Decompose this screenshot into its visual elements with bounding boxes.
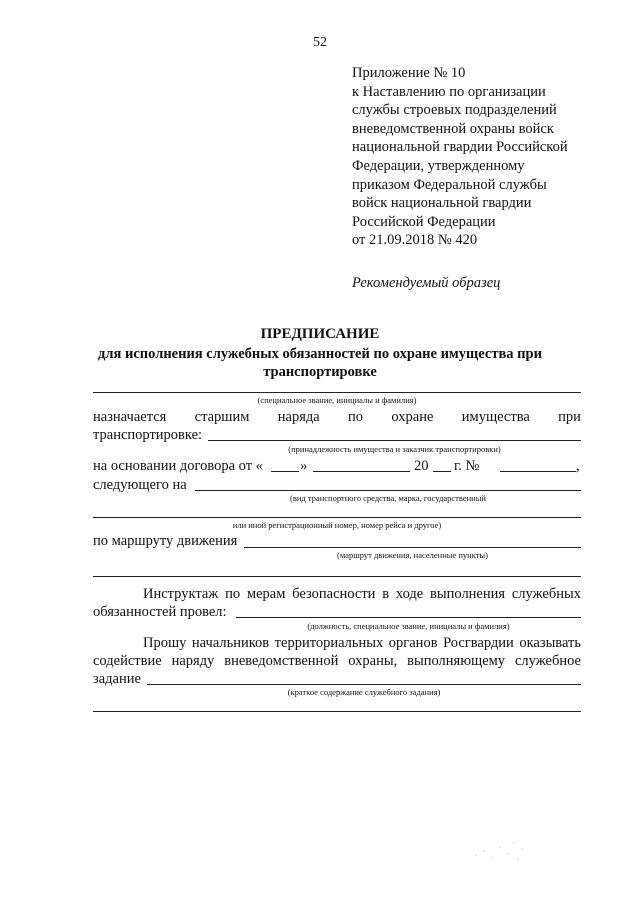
word: национальной bbox=[352, 139, 440, 156]
rank-name-line[interactable] bbox=[93, 392, 581, 393]
word: Инструктаж bbox=[143, 586, 219, 602]
appendix-line-3 bbox=[352, 101, 584, 120]
word: мерам bbox=[246, 586, 286, 602]
word: охране bbox=[391, 409, 434, 425]
word: по bbox=[348, 409, 364, 425]
sample-label: Рекомендуемый образец bbox=[352, 275, 501, 291]
word: службы bbox=[499, 176, 547, 193]
task-line-2[interactable] bbox=[93, 711, 581, 712]
contract-prefix: на основании договора от « bbox=[93, 458, 263, 474]
word: охраны, bbox=[348, 653, 398, 669]
briefing-officer-line[interactable] bbox=[236, 617, 581, 618]
appendix-line-5 bbox=[352, 138, 584, 157]
caption-vehicle-2: или иной регистрационный номер, номер рейса и другое) bbox=[232, 520, 442, 530]
word: безопасности bbox=[292, 586, 376, 602]
appendix-block bbox=[352, 64, 584, 250]
caption-briefing: (должность, специальное звание, инициалы и фамилия) bbox=[307, 621, 510, 631]
contract-number-line[interactable] bbox=[500, 471, 576, 472]
word: Федерации, bbox=[352, 157, 425, 174]
document-subtitle-1: для исполнения служебных обязанностей по охране имущества при bbox=[98, 346, 542, 362]
word: в bbox=[382, 586, 390, 602]
document-title: ПРЕДПИСАНИЕ bbox=[260, 326, 380, 342]
appendix-line-2 bbox=[352, 83, 584, 102]
route-line[interactable] bbox=[244, 547, 581, 548]
word: Росгвардии bbox=[443, 635, 514, 651]
word: приказом bbox=[352, 176, 410, 193]
contract-number-label: г. № bbox=[454, 458, 480, 474]
caption-owner: (принадлежность имущества и заказчик транспортировки) bbox=[288, 444, 501, 454]
caption-vehicle: (вид транспортного средства, марка, государственный bbox=[290, 493, 486, 503]
word: подразделений bbox=[464, 102, 557, 119]
appendix-line-10: от 21.09.2018 № 420 bbox=[352, 232, 478, 249]
word: имущества bbox=[461, 409, 530, 425]
owner-line[interactable] bbox=[208, 440, 581, 441]
word: войск bbox=[352, 195, 388, 212]
contract-comma: , bbox=[576, 458, 580, 474]
word: по bbox=[449, 83, 465, 100]
word: вневедомственной bbox=[352, 120, 467, 137]
request-line-1 bbox=[143, 635, 581, 652]
vehicle-line[interactable] bbox=[195, 490, 581, 491]
word: начальников bbox=[191, 635, 270, 651]
appendix-line-6 bbox=[352, 157, 584, 176]
word: выполнения bbox=[430, 586, 506, 602]
word: войск bbox=[518, 120, 554, 137]
document-subtitle-2: транспортировке bbox=[263, 364, 377, 380]
word: гвардии bbox=[443, 139, 493, 156]
task-line[interactable] bbox=[147, 684, 581, 685]
word: организации bbox=[467, 83, 546, 100]
word: по bbox=[225, 586, 241, 602]
contract-day-line[interactable] bbox=[271, 471, 299, 472]
caption-task: (краткое содержание служебного задания) bbox=[287, 687, 441, 697]
word: содействие bbox=[93, 653, 162, 669]
route-line-2[interactable] bbox=[93, 576, 581, 577]
word: оказывать bbox=[519, 635, 581, 651]
appendix-line-1: Приложение № 10 bbox=[352, 65, 466, 81]
request-line-2 bbox=[93, 653, 581, 670]
following-label: следующего на bbox=[93, 477, 187, 493]
word: вневедомственной bbox=[224, 653, 339, 669]
briefing-line-1 bbox=[143, 586, 581, 603]
word: наряда bbox=[277, 409, 320, 425]
transport-label: транспортировке: bbox=[93, 427, 203, 443]
page-number: 52 bbox=[313, 35, 327, 50]
word: назначается bbox=[93, 409, 167, 425]
word: ходе bbox=[395, 586, 424, 602]
contract-year-line[interactable] bbox=[433, 471, 451, 472]
appendix-line-4 bbox=[352, 120, 584, 139]
appendix-line-8 bbox=[352, 194, 584, 213]
word: утвержденному bbox=[427, 157, 525, 174]
route-label: по маршруту движения bbox=[93, 533, 238, 549]
assigned-line bbox=[93, 409, 581, 426]
word: строевых bbox=[403, 102, 462, 119]
word: охраны bbox=[469, 120, 516, 137]
word: национальной bbox=[390, 195, 479, 212]
appendix-line-7 bbox=[352, 176, 584, 195]
appendix-line-9: Российской Федерации bbox=[352, 213, 496, 230]
vehicle-line-2[interactable] bbox=[93, 517, 581, 518]
contract-month-line[interactable] bbox=[313, 471, 410, 472]
word: служебных bbox=[511, 586, 581, 602]
word: службы bbox=[352, 102, 400, 119]
word: служебное bbox=[514, 653, 581, 669]
word: Прошу bbox=[143, 635, 187, 651]
word: наряду bbox=[171, 653, 215, 669]
word: территориальных bbox=[274, 635, 384, 651]
word: Российской bbox=[496, 139, 568, 156]
word: старшим bbox=[194, 409, 250, 425]
caption-rank-name: (специальное звание, инициалы и фамилия) bbox=[257, 395, 417, 405]
word: при bbox=[558, 409, 581, 425]
caption-route: (маршрут движения, населенные пункты) bbox=[337, 550, 488, 560]
word: Федеральной bbox=[413, 176, 496, 193]
contract-year-prefix: 20 bbox=[414, 458, 429, 474]
contract-quote-close: » bbox=[300, 458, 308, 474]
briefing-line-2: обязанностей провел: bbox=[93, 604, 227, 620]
scan-noise bbox=[470, 835, 530, 865]
request-line-3: задание bbox=[93, 671, 141, 687]
word: выполняющему bbox=[407, 653, 506, 669]
word: органов bbox=[388, 635, 438, 651]
word: к bbox=[352, 83, 360, 100]
word: гвардии bbox=[482, 195, 532, 212]
word: Наставлению bbox=[362, 83, 446, 100]
